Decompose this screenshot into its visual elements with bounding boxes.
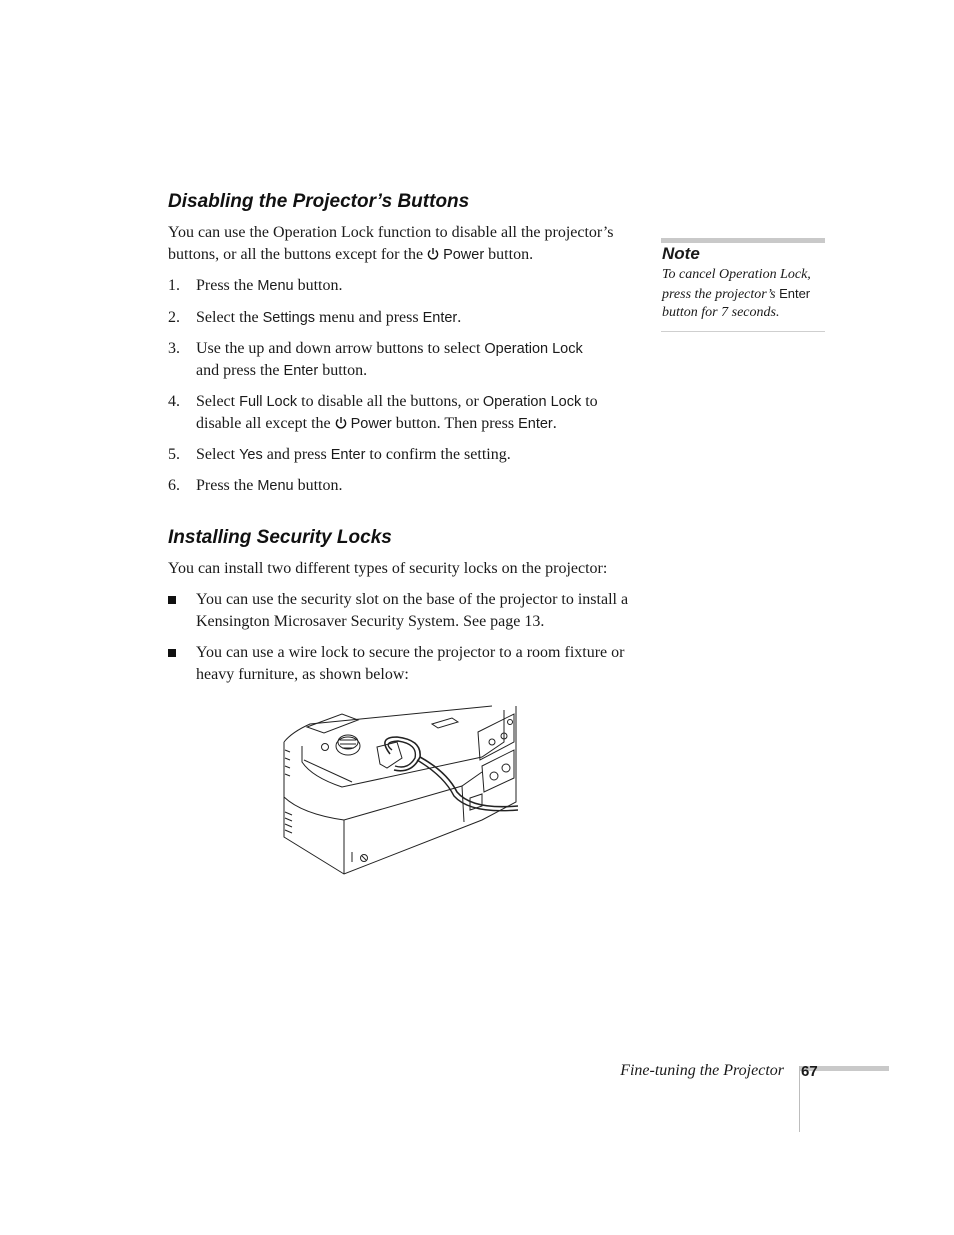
step-number: 4. [168, 393, 180, 410]
bullet-item [168, 589, 630, 633]
operation-lock-label: Operation Lock [482, 394, 582, 410]
enter-label: Enter [779, 285, 811, 301]
step-number: 2. [168, 309, 180, 326]
security-intro: You can install two different types of security locks on the projector: [168, 560, 608, 577]
step-item: 5. Select Yes and press Enter to confirm the setting. [168, 444, 630, 466]
projector-wire-lock-illustration [282, 702, 518, 876]
intro-text: button. [488, 246, 534, 263]
bullet-text: You can use a wire lock to secure the projector to a room fixture or heavy furniture, as shown below: [196, 644, 625, 683]
step-number: 6. [168, 477, 180, 494]
note-text: To cancel Operation Lock, press the projector’s Enter button for 7 seconds. [662, 267, 811, 320]
enter-label: Enter [330, 447, 366, 463]
enter-label: Enter [518, 416, 553, 432]
menu-label: Menu [257, 278, 294, 294]
intro-paragraph [168, 222, 630, 266]
full-lock-label: Full Lock [239, 394, 298, 410]
step-item: 3. Use the up and down arrow buttons to select Operation Lock and press the Enter button. [168, 340, 583, 379]
enter-label: Enter [422, 310, 458, 326]
note-title: Note [662, 244, 700, 263]
operation-lock-label: Operation Lock [484, 341, 583, 357]
step-item: 2. Select the Settings menu and press Enter. [168, 307, 630, 329]
section-heading-security-locks: Installing Security Locks [168, 527, 392, 548]
bullet-square-icon [168, 596, 176, 604]
step-number: 1. [168, 277, 180, 294]
note-bottom-rule [661, 331, 825, 332]
power-icon [335, 416, 347, 430]
step-number: 3. [168, 340, 180, 357]
intro-text: You can use the Operation Lock function to disable all the projector’s [168, 224, 614, 241]
note-top-bar [661, 238, 825, 243]
settings-label: Settings [262, 310, 316, 326]
menu-label: Menu [257, 478, 294, 494]
power-icon [427, 247, 439, 261]
page-number: 67 [801, 1063, 818, 1080]
enter-label: Enter [283, 363, 319, 379]
yes-label: Yes [239, 447, 263, 463]
step-item: 1. Press the Menu button. [168, 275, 630, 297]
section-heading-disabling-buttons: Disabling the Projector’s Buttons [168, 191, 470, 212]
step-item: 6. Press the Menu button. [168, 475, 630, 497]
footer-rule [799, 1066, 800, 1132]
power-label: Power [443, 247, 485, 263]
power-label: Power [350, 416, 392, 432]
intro-text: buttons, or all the buttons except for the [168, 246, 424, 263]
bullet-text: You can use the security slot on the base of the projector to install a Kensington Microsaver Security System. See page 13. [196, 591, 629, 630]
bullet-square-icon [168, 649, 176, 657]
step-item: 4. Select Full Lock to disable all the buttons, or Operation Lock to disable all except the Power button. Then press Enter. [168, 393, 598, 432]
bullet-item [168, 642, 630, 686]
step-number: 5. [168, 446, 180, 463]
footer-chapter: Fine-tuning the Projector [620, 1062, 784, 1079]
